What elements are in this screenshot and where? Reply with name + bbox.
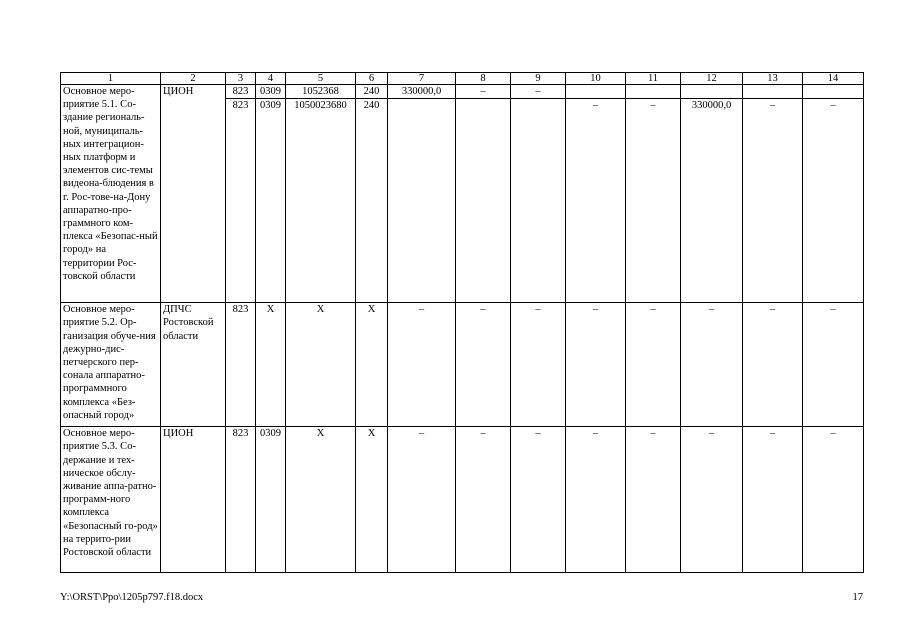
value-cell: – [566,303,626,427]
value-cell: – [743,303,803,427]
value-cell: 1052368 [286,85,356,99]
value-cell: Х [286,427,356,573]
value-cell: 823 [226,85,256,99]
value-cell [681,85,743,99]
value-cell: – [626,303,681,427]
value-cell [626,85,681,99]
value-cell: 240 [356,99,388,303]
value-cell: – [511,85,566,99]
value-cell: – [388,427,456,573]
executor-cell: ЦИОН [161,85,226,303]
header-cell: 7 [388,73,456,85]
header-cell: 14 [803,73,864,85]
value-cell: – [626,427,681,573]
value-cell [511,99,566,303]
value-cell: – [456,303,511,427]
value-cell: 823 [226,303,256,427]
table-row [61,303,864,427]
value-cell: – [803,427,864,573]
header-cell: 11 [626,73,681,85]
table-row [61,427,864,573]
value-cell: 330000,0 [681,99,743,303]
value-cell: 1050023680 [286,99,356,303]
executor-cell: ЦИОН [161,427,226,573]
value-cell: – [803,99,864,303]
header-cell: 3 [226,73,256,85]
header-row [61,73,864,85]
value-cell: 0309 [256,427,286,573]
header-cell: 9 [511,73,566,85]
page-footer [60,592,863,603]
value-cell [803,85,864,99]
value-cell: 823 [226,427,256,573]
value-cell: – [743,427,803,573]
header-cell: 5 [286,73,356,85]
value-cell: – [681,427,743,573]
value-cell: 0309 [256,85,286,99]
value-cell: – [566,99,626,303]
value-cell: Х [286,303,356,427]
header-cell: 2 [161,73,226,85]
value-cell: – [743,99,803,303]
activity-name-cell: Основное меро-приятие 5.1. Со-здание региональ-ной, муниципаль-ных интеграцион-ных платформ и элементов сис-темы видеона-блюдения в г. Рос-тове-на-Дону аппаратно-про-граммного ком-плекса «Безопас-ный город» на территории Рос-товской области [61,85,161,303]
activity-name-cell: Основное меро-приятие 5.2. Ор-ганизация обуче-ния дежурно-дис-петчерского пер-сонала аппаратно-программного комплекса «Без-опасный город» [61,303,161,427]
header-cell: 6 [356,73,388,85]
header-cell: 1 [61,73,161,85]
value-cell: Х [356,427,388,573]
page-number: 17 [852,592,863,603]
value-cell: – [803,303,864,427]
value-cell: 823 [226,99,256,303]
value-cell: – [626,99,681,303]
table-row [61,85,864,99]
header-cell: 4 [256,73,286,85]
value-cell: 240 [356,85,388,99]
file-path: Y:\ORST\Ppo\1205p797.f18.docx [60,592,204,603]
value-cell: Х [356,303,388,427]
value-cell: Х [256,303,286,427]
header-cell: 13 [743,73,803,85]
value-cell: 0309 [256,99,286,303]
value-cell: – [456,427,511,573]
value-cell: – [681,303,743,427]
activity-name-cell: Основное меро-приятие 5.3. Со-держание и тех-ническое обслу-живание аппа-ратно-программ-ного комплекса «Безопасный го-род» на террито-рии Ростовской области [61,427,161,573]
value-cell: – [511,427,566,573]
value-cell: – [566,427,626,573]
value-cell: – [456,85,511,99]
header-cell: 8 [456,73,511,85]
header-cell: 12 [681,73,743,85]
value-cell [566,85,626,99]
header-cell: 10 [566,73,626,85]
executor-cell: ДПЧС Ростовской области [161,303,226,427]
value-cell: 330000,0 [388,85,456,99]
value-cell: – [511,303,566,427]
value-cell: – [388,303,456,427]
value-cell [456,99,511,303]
budget-table [60,72,864,573]
value-cell [388,99,456,303]
value-cell [743,85,803,99]
